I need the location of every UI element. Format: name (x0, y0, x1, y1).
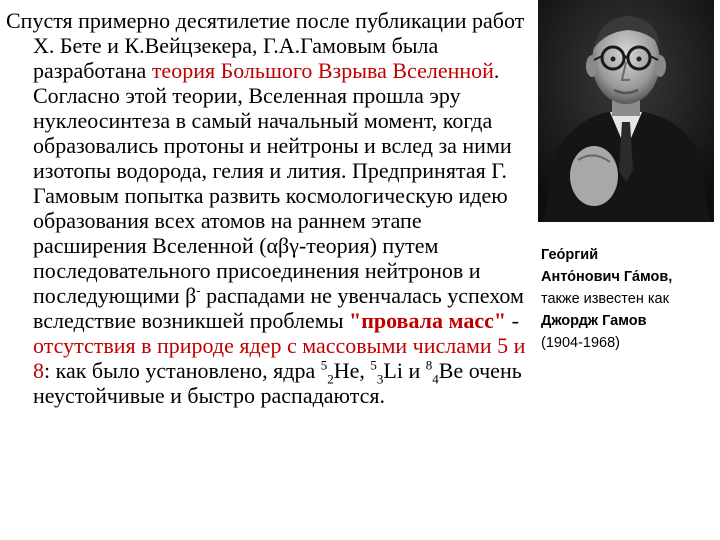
text-problem: распадами не увенчалась успехом вследствие возникшей проблемы (33, 283, 524, 333)
mass-numbers-highlight: отсутствия в природе ядер с массовыми числами 5 и 8 (33, 333, 526, 383)
mass-gap-highlight: "провала масс" (348, 308, 507, 333)
caption-also-known: также известен как (541, 291, 669, 307)
beryllium-atomic-number: 4 (432, 371, 439, 387)
lithium-atomic-number: 3 (376, 371, 384, 387)
text-nuclei: : как было установлено, ядра (44, 358, 321, 383)
text-intro: Спустя примерно десятилетие после публикации работ Х. Бете и К.Вейцзекера, Г.А.Гамовым была разработана (6, 8, 525, 83)
main-paragraph (6, 8, 528, 408)
lithium-mass-number: 5 (370, 357, 377, 373)
portrait-photo (538, 0, 714, 222)
lithium-symbol: Li и (383, 358, 426, 383)
helium-atomic-number: 2 (327, 371, 334, 387)
gamow-portrait (538, 0, 714, 222)
beryllium-mass-number: 8 (425, 357, 433, 373)
big-bang-theory-highlight: теория Большого Взрыва Вселенной (151, 58, 494, 83)
helium-mass-number: 5 (320, 357, 328, 373)
caption-years: (1904-1968) (541, 335, 620, 351)
caption-english-name: Джордж Гамов (541, 313, 647, 329)
portrait-caption (541, 244, 719, 354)
beryllium-symbol: Be очень неустойчивые и быстро распадаются. (33, 358, 522, 408)
caption-patronymic-surname: Анто́нович Га́мов, (541, 269, 673, 285)
caption-first-name: Гео́ргий (541, 247, 599, 263)
dash: - (506, 308, 519, 333)
text-nucleosynthesis: . Согласно этой теории, Вселенная прошла эру нуклеосинтеза в самый начальный момент, когда образовались протоны и нейтроны и вслед за ними изотопы водорода, гелия и лития. Предпринятая Г. Гамовым попытка развить космологическую идею образования всех атомов на раннем этапе расширения Вселенной (αβγ-теория) путем последовательного присоединения нейтронов и последующими β (33, 58, 512, 308)
helium-symbol: He, (333, 358, 371, 383)
slide-text (6, 8, 528, 408)
beta-superscript: - (196, 282, 201, 298)
